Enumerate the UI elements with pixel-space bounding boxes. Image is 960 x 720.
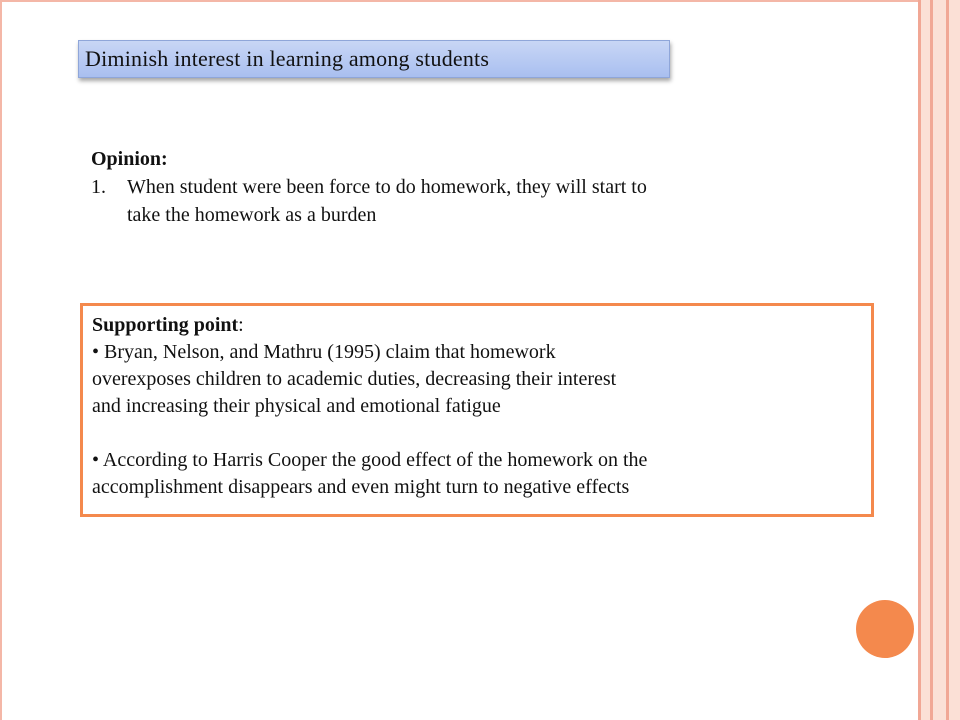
opinion-heading: Opinion: (91, 148, 168, 170)
supporting-heading-colon: : (238, 314, 244, 336)
bullet-line: • According to Harris Cooper the good effect of the homework on the (92, 449, 648, 471)
slide-title: Diminish interest in learning among students (78, 40, 670, 78)
supporting-bullet (92, 447, 871, 501)
bullet-line: accomplishment disappears and even might turn to negative effects (92, 476, 630, 498)
opinion-item-line: take the homework as a burden (127, 204, 377, 226)
supporting-heading-row (92, 312, 871, 339)
bullet-spacer (92, 420, 871, 447)
opinion-item (91, 173, 871, 229)
stripe (921, 0, 930, 720)
right-decorative-stripes (918, 0, 960, 720)
opinion-item-number: 1. (91, 176, 106, 198)
supporting-bullet (92, 339, 871, 420)
left-border-line (0, 0, 2, 720)
decorative-circle (856, 600, 914, 658)
bullet-line: overexposes children to academic duties, decreasing their interest (92, 368, 617, 390)
opinion-section (91, 145, 871, 229)
bullet-line: and increasing their physical and emotional fatigue (92, 395, 501, 417)
supporting-point-box (80, 303, 874, 517)
supporting-heading: Supporting point (92, 314, 239, 336)
stripe (933, 0, 946, 720)
top-border-line (0, 0, 920, 2)
opinion-item-line: When student were been force to do homework, they will start to (127, 176, 647, 198)
bullet-line: • Bryan, Nelson, and Mathru (1995) claim that homework (92, 341, 556, 363)
stripe (949, 0, 960, 720)
